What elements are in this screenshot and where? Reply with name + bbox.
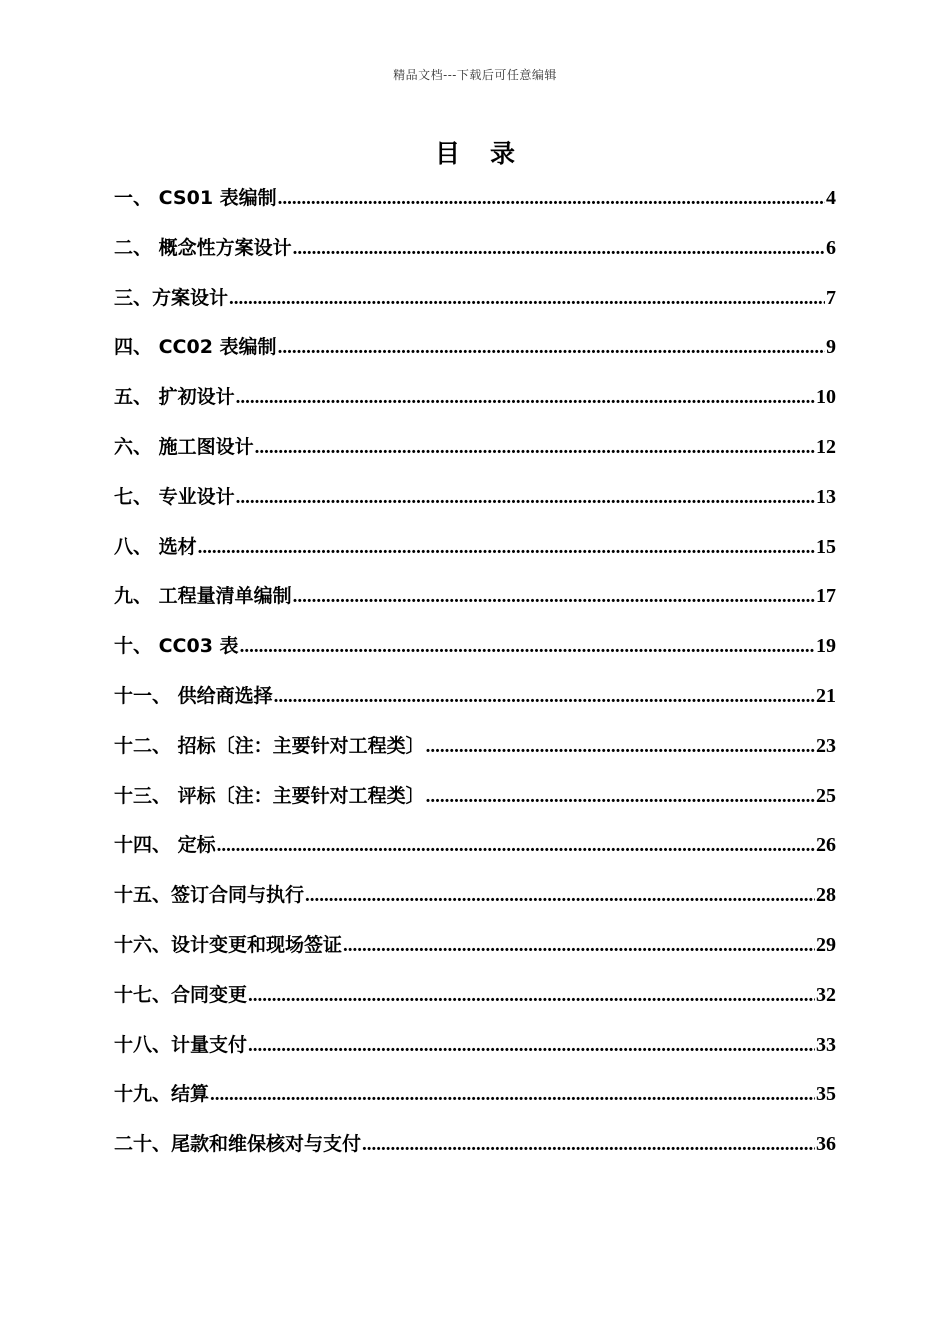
toc-leader-dots xyxy=(210,1084,815,1106)
toc-entry-page: 32 xyxy=(816,983,836,1006)
toc-entry-13[interactable] xyxy=(114,781,836,831)
toc-entry-label: 十七、合同变更 xyxy=(114,983,248,1006)
toc-entry-page: 6 xyxy=(826,236,836,259)
toc-entry-label: 十六、设计变更和现场签证 xyxy=(114,933,343,956)
toc-entry-4[interactable] xyxy=(114,332,836,382)
toc-entry-label: 六、 施工图设计 xyxy=(114,435,254,458)
toc-entry-label: 十五、签订合同与执行 xyxy=(114,884,305,907)
toc-entry-16[interactable] xyxy=(114,930,836,980)
toc-entry-14[interactable] xyxy=(114,830,836,880)
toc-entry-1[interactable] xyxy=(114,183,836,233)
toc-entry-5[interactable] xyxy=(114,382,836,432)
toc-leader-dots xyxy=(305,885,815,907)
toc-leader-dots xyxy=(343,935,815,957)
toc-entry-label: 三、方案设计 xyxy=(114,286,229,309)
toc-entry-15[interactable] xyxy=(114,880,836,930)
toc-entry-3[interactable] xyxy=(114,283,836,333)
toc-leader-dots xyxy=(293,586,815,608)
toc-entry-label: 十一、 供给商选择 xyxy=(114,684,273,707)
toc-entry-page: 15 xyxy=(816,535,836,558)
toc-leader-dots xyxy=(255,437,815,459)
toc-entry-6[interactable] xyxy=(114,432,836,482)
toc-list xyxy=(114,183,836,1179)
toc-leader-dots xyxy=(278,188,825,210)
toc-entry-20[interactable] xyxy=(114,1129,836,1179)
toc-entry-page: 36 xyxy=(816,1133,836,1156)
toc-entry-label: 九、 工程量清单编制 xyxy=(114,585,292,608)
toc-entry-page: 35 xyxy=(816,1083,836,1106)
toc-entry-page: 7 xyxy=(826,286,836,309)
toc-entry-18[interactable] xyxy=(114,1030,836,1080)
toc-entry-8[interactable] xyxy=(114,532,836,582)
toc-leader-dots xyxy=(274,686,815,708)
toc-entry-10[interactable] xyxy=(114,631,836,681)
toc-entry-7[interactable] xyxy=(114,482,836,532)
toc-entry-label: 十四、 定标 xyxy=(114,834,216,857)
toc-leader-dots xyxy=(362,1134,815,1156)
toc-entry-page: 25 xyxy=(816,784,836,807)
toc-entry-label: 十、 CC03 表 xyxy=(114,635,239,658)
toc-leader-dots xyxy=(293,238,825,260)
toc-entry-page: 29 xyxy=(816,933,836,956)
toc-title-part1: 目 xyxy=(434,139,460,168)
toc-entry-19[interactable] xyxy=(114,1079,836,1129)
toc-entry-label: 四、 CC02 表编制 xyxy=(114,336,277,359)
toc-entry-page: 28 xyxy=(816,884,836,907)
toc-entry-page: 9 xyxy=(826,336,836,359)
toc-entry-17[interactable] xyxy=(114,980,836,1030)
toc-entry-label: 八、 选材 xyxy=(114,535,197,558)
toc-leader-dots xyxy=(240,636,815,658)
toc-entry-label: 二、 概念性方案设计 xyxy=(114,236,292,259)
page-header: 精品文档---下载后可任意编辑 xyxy=(393,68,557,82)
toc-entry-label: 二十、尾款和维保核对与支付 xyxy=(114,1133,362,1156)
toc-entry-page: 17 xyxy=(816,585,836,608)
toc-entry-9[interactable] xyxy=(114,581,836,631)
toc-leader-dots xyxy=(217,835,815,857)
toc-entry-page: 33 xyxy=(816,1033,836,1056)
toc-leader-dots xyxy=(426,736,815,758)
toc-entry-12[interactable] xyxy=(114,731,836,781)
toc-leader-dots xyxy=(236,487,815,509)
toc-entry-page: 13 xyxy=(816,485,836,508)
toc-entry-label: 一、 CS01 表编制 xyxy=(114,187,277,209)
toc-entry-label: 十九、结算 xyxy=(114,1083,210,1106)
toc-entry-page: 10 xyxy=(816,386,836,409)
toc-title-part2: 录 xyxy=(490,139,516,168)
toc-entry-label: 五、 扩初设计 xyxy=(114,386,235,409)
toc-entry-label: 十八、计量支付 xyxy=(114,1033,248,1056)
toc-entry-page: 4 xyxy=(826,187,836,209)
toc-entry-page: 12 xyxy=(816,435,836,458)
toc-entry-page: 21 xyxy=(816,684,836,707)
toc-leader-dots xyxy=(229,288,825,310)
toc-leader-dots xyxy=(248,985,815,1007)
toc-entry-label: 七、 专业设计 xyxy=(114,485,235,508)
toc-entry-page: 19 xyxy=(816,635,836,658)
toc-leader-dots xyxy=(426,786,815,808)
toc-entry-11[interactable] xyxy=(114,681,836,731)
toc-leader-dots xyxy=(278,337,825,359)
toc-entry-2[interactable] xyxy=(114,233,836,283)
toc-leader-dots xyxy=(248,1035,815,1057)
toc-entry-label: 十二、 招标〔注：主要针对工程类〕 xyxy=(114,734,425,757)
toc-entry-label: 十三、 评标〔注：主要针对工程类〕 xyxy=(114,784,425,807)
toc-entry-page: 26 xyxy=(816,834,836,857)
toc-title xyxy=(0,134,950,170)
toc-entry-page: 23 xyxy=(816,734,836,757)
toc-leader-dots xyxy=(198,537,815,559)
toc-leader-dots xyxy=(236,387,815,409)
